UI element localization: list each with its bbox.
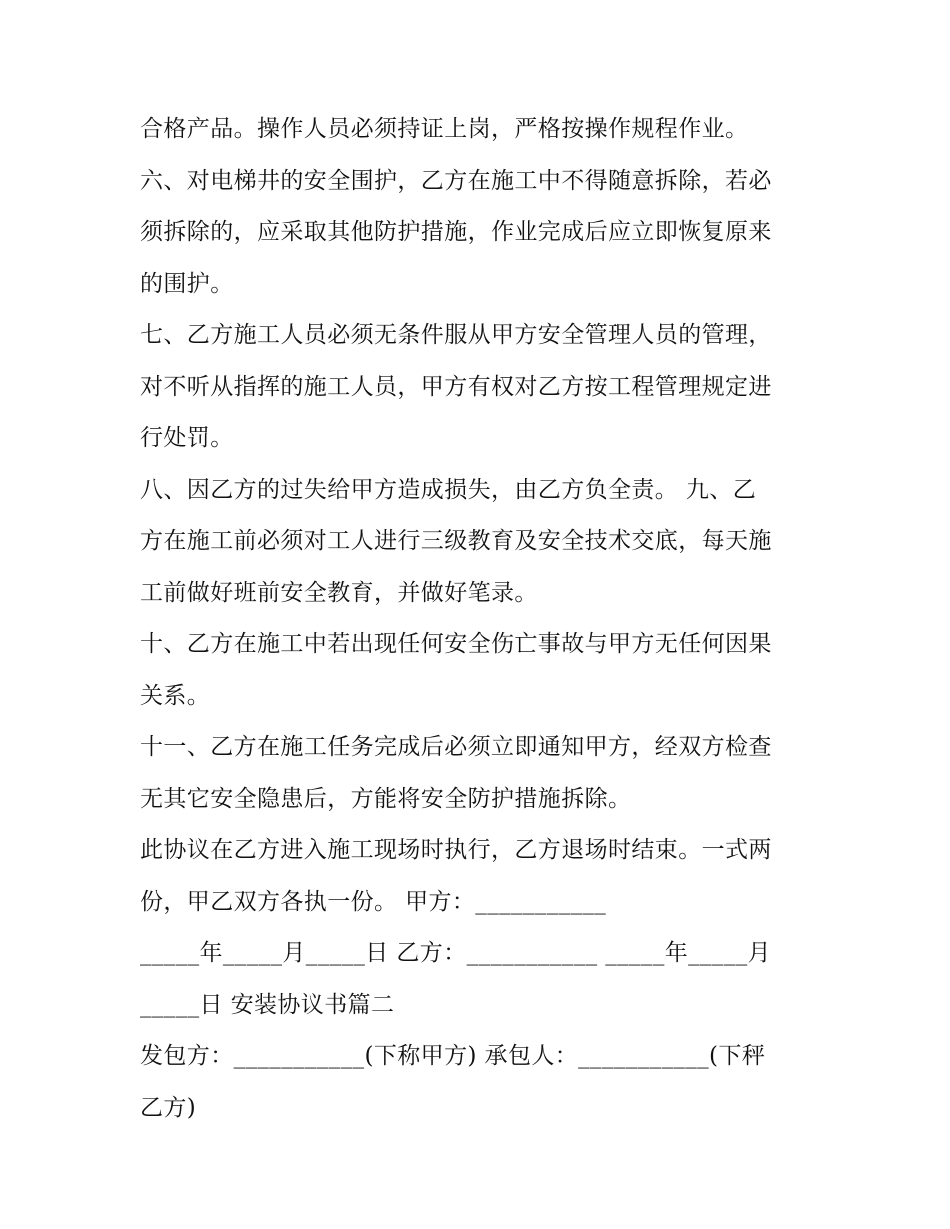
text-line: 关系。 <box>140 682 211 709</box>
text-line: 发包方：___________(下称甲方) 承包人：___________(下秤 <box>140 1043 766 1069</box>
text-line: _____日 安装协议书篇二 <box>140 991 395 1018</box>
text-line: 十一、乙方在施工任务完成后必须立即通知甲方，经双方检查 <box>140 734 772 760</box>
text-line: 的围护。 <box>140 270 234 297</box>
text-line: 无其它安全隐患后，方能将安全防护措施拆除。 <box>140 785 632 812</box>
text-line: 份，甲乙双方各执一份。 甲方：___________ <box>140 888 607 915</box>
text-line: 六、对电梯井的安全围护，乙方在施工中不得随意拆除，若必 <box>140 167 772 194</box>
text-line: 八、因乙方的过失给甲方造成损失，由乙方负全责。 九、乙 <box>140 476 757 503</box>
text-line: 方在施工前必须对工人进行三级教育及安全技术交底，每天施 <box>140 528 772 554</box>
text-line: 十、乙方在施工中若出现任何安全伤亡事故与甲方无任何因果 <box>140 631 772 657</box>
document-body <box>140 104 830 1134</box>
text-line: _____年_____月_____日 乙方：___________ _____年_____月 <box>140 940 772 966</box>
text-line: 合格产品。操作人员必须持证上岗，严格按操作规程作业。 <box>140 116 749 142</box>
text-line: 对不听从指挥的施工人员，甲方有权对乙方按工程管理规定进 <box>140 373 772 400</box>
text-line: 此协议在乙方进入施工现场时执行，乙方退场时结束。一式两 <box>140 837 772 863</box>
text-line: 行处罚。 <box>140 425 234 451</box>
text-line: 须拆除的，应采取其他防护措施，作业完成后应立即恢复原来 <box>140 219 772 245</box>
text-line: 工前做好班前安全教育，并做好笔录。 <box>140 579 538 606</box>
text-line: 乙方) <box>140 1094 197 1121</box>
text-line: 七、乙方施工人员必须无条件服从甲方安全管理人员的管理， <box>140 322 772 348</box>
